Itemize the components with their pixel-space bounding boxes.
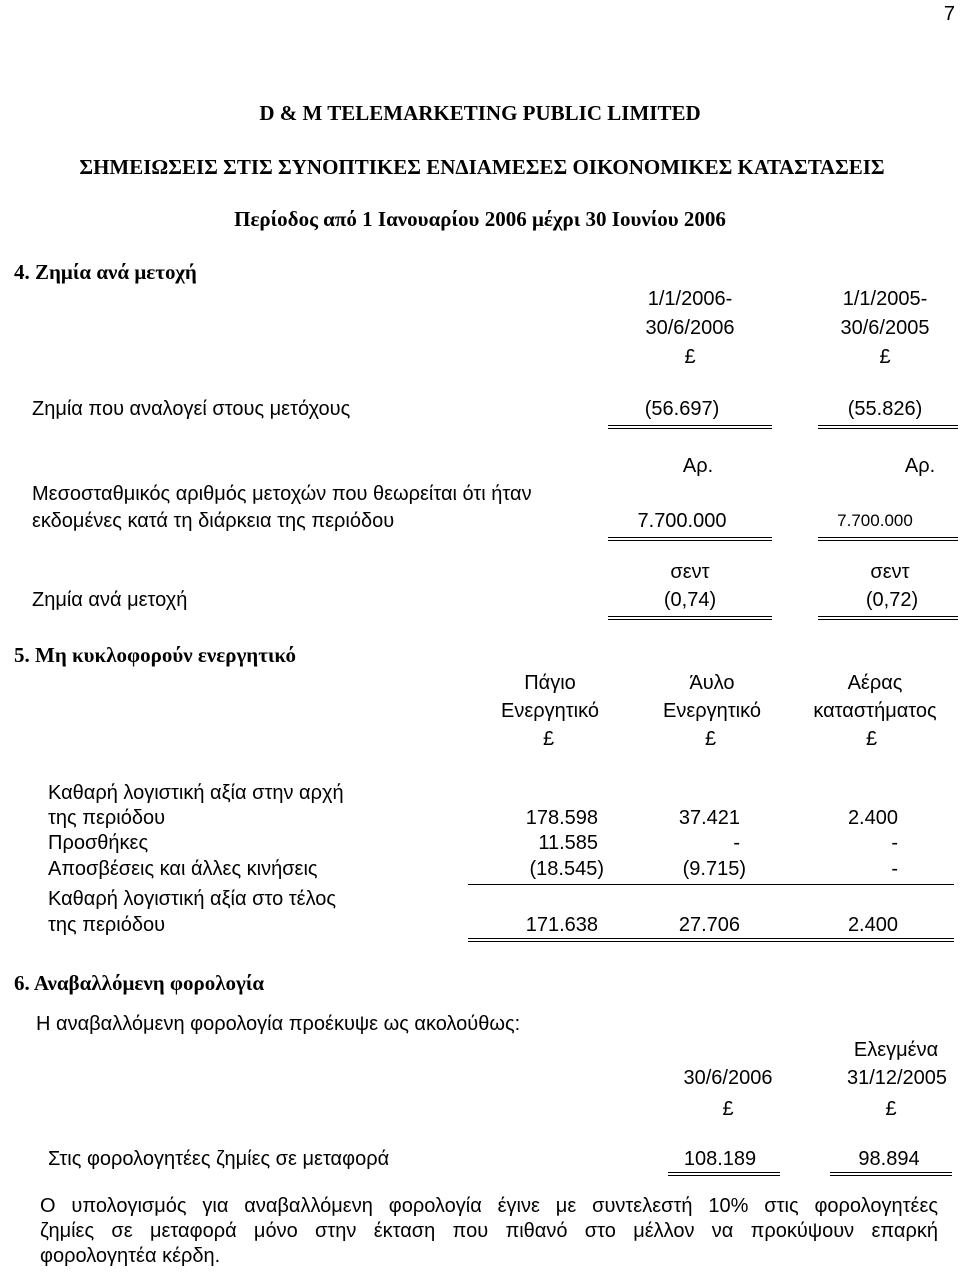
depreciation-fixed: (18.545) <box>529 858 604 880</box>
additions-label: Προσθήκες <box>48 832 149 854</box>
eps-2006-unit: σεντ <box>670 561 710 583</box>
company-name: D & M TELEMARKETING PUBLIC LIMITED <box>259 101 701 125</box>
nbv-end-label-line1: Καθαρή λογιστική αξία στο τέλος <box>48 888 337 910</box>
eps-2005-double-underline <box>818 616 958 620</box>
weighted-2005-double-underline <box>818 537 958 541</box>
tax-losses-2005-double-underline <box>830 1172 952 1176</box>
period-subtitle: Περίοδος από 1 Ιανουαρίου 2006 μέχρι 30 Ιουνίου 2006 <box>234 207 726 231</box>
additions-goodwill: - <box>891 832 898 854</box>
note5-col1-line2: Ενεργητικό <box>501 700 599 722</box>
weighted-2005-value: 7.700.000 <box>837 511 913 530</box>
note4-col1-line1: 1/1/2006- <box>647 288 733 310</box>
paragraph-line-2: ζημίες σε μεταφορά μόνο στην έκταση που πιθανό στο μέλλον να προκύψουν επαρκή <box>40 1220 938 1242</box>
depreciation-label: Αποσβέσεις και άλλες κινήσεις <box>48 858 318 880</box>
additions-intangible: - <box>733 832 740 854</box>
note6-col1-date: 30/6/2006 <box>683 1067 773 1089</box>
nbv-end-label-line2: της περιόδου <box>48 914 166 936</box>
weighted-shares-label-line2: εκδομένες κατά τη διάρκεια της περιόδου <box>32 510 395 532</box>
loss-attributable-label: Ζημία που αναλογεί στους μετόχους <box>32 398 351 420</box>
tax-losses-2006-double-underline <box>668 1172 780 1176</box>
note5-col2-line2: Ενεργητικό <box>663 700 761 722</box>
loss-2006-value: (56.697) <box>644 398 720 420</box>
note6-col2-currency: £ <box>885 1098 897 1120</box>
note4-col2-currency: £ <box>879 346 891 368</box>
note4-col2-line2: 30/6/2005 <box>840 317 930 339</box>
loss-2005-value: (55.826) <box>847 398 923 420</box>
note6-col2-date: 31/12/2005 <box>846 1067 948 1089</box>
note5-col2-currency: £ <box>705 728 717 750</box>
tax-losses-2006: 108.189 <box>683 1148 757 1170</box>
nbv-start-label-line2: της περιόδου <box>48 807 166 829</box>
tax-losses-2005: 98.894 <box>858 1148 920 1170</box>
eps-2006-double-underline <box>608 616 772 620</box>
eps-2005-value: (0,72) <box>865 589 919 611</box>
note5-col3-line1: Αέρας <box>847 672 903 694</box>
paragraph-line-1: Ο υπολογισμός για αναβαλλόμενη φορολογία έγινε με συντελεστή 10% στις φορολογητέες <box>40 1195 938 1217</box>
note6-col2-audited: Ελεγμένα <box>853 1039 939 1061</box>
nbv-end-intangible: 27.706 <box>678 914 740 936</box>
note5-col2-line1: Άυλο <box>689 672 735 694</box>
note4-col1-line2: 30/6/2006 <box>645 317 735 339</box>
page-number: 7 <box>943 3 955 25</box>
eps-2006-value: (0,74) <box>663 589 717 611</box>
weighted-2006-unit: Αρ. <box>682 455 714 477</box>
note4-col1-currency: £ <box>684 346 696 368</box>
note4-heading: 4. Ζημία ανά μετοχή <box>14 260 197 284</box>
nbv-start-fixed: 178.598 <box>525 807 598 829</box>
deferred-tax-paragraph <box>40 1194 938 1269</box>
loss-2005-double-underline <box>818 425 958 429</box>
note5-heading: 5. Μη κυκλοφορούν ενεργητικό <box>14 643 296 667</box>
tax-losses-label: Στις φορολογητέες ζημίες σε μεταφορά <box>48 1148 390 1170</box>
nbv-start-intangible: 37.421 <box>678 807 740 829</box>
additions-fixed: 11.585 <box>538 832 598 854</box>
note4-col2-line1: 1/1/2005- <box>842 288 928 310</box>
nbv-end-double-underline <box>468 938 954 942</box>
paragraph-line-3: φορολογητέα κέρδη. <box>40 1245 221 1267</box>
weighted-2005-unit: Αρ. <box>904 455 936 477</box>
movements-underline <box>468 884 954 885</box>
loss-2006-double-underline <box>608 425 772 429</box>
eps-label: Ζημία ανά μετοχή <box>32 589 188 611</box>
note5-col1-line1: Πάγιο <box>524 672 576 694</box>
note5-col3-currency: £ <box>866 728 878 750</box>
note6-intro: Η αναβαλλόμενη φορολογία προέκυψε ως ακολούθως: <box>36 1013 521 1035</box>
eps-2005-unit: σεντ <box>870 561 910 583</box>
note6-col1-currency: £ <box>722 1098 734 1120</box>
nbv-start-goodwill: 2.400 <box>847 807 898 829</box>
nbv-start-label-line1: Καθαρή λογιστική αξία στην αρχή <box>48 782 344 804</box>
weighted-shares-label-line1: Μεσοσταθμικός αριθμός μετοχών που θεωρείται ότι ήταν <box>32 483 532 505</box>
nbv-end-goodwill: 2.400 <box>847 914 898 936</box>
weighted-2006-double-underline <box>608 537 772 541</box>
note5-col1-currency: £ <box>543 728 555 750</box>
nbv-end-fixed: 171.638 <box>525 914 598 936</box>
depreciation-goodwill: - <box>891 858 898 880</box>
document-title: ΣΗΜΕΙΩΣΕΙΣ ΣΤΙΣ ΣΥΝΟΠΤΙΚΕΣ ΕΝΔΙΑΜΕΣΕΣ ΟΙΚΟΝΟΜΙΚΕΣ ΚΑΤΑΣΤΑΣΕΙΣ <box>79 155 885 179</box>
note5-col3-line2: καταστήματος <box>813 700 937 722</box>
weighted-2006-value: 7.700.000 <box>637 510 727 532</box>
depreciation-intangible: (9.715) <box>682 858 746 880</box>
note6-heading: 6. Αναβαλλόμενη φορολογία <box>14 971 265 995</box>
